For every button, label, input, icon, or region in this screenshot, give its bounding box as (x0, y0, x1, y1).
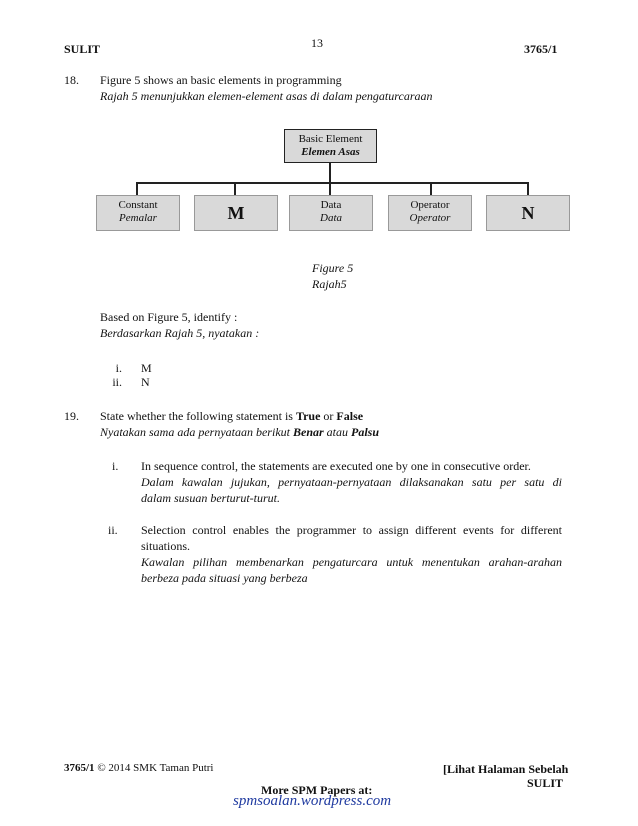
leaf-constant-ms: Pemalar (119, 212, 157, 224)
instruction-en: Based on Figure 5, identify : (100, 310, 238, 324)
instruction-ms: Berdasarkan Rajah 5, nyatakan : (100, 326, 260, 340)
question-19-text-en (100, 408, 363, 424)
leaf-operator-ms: Operator (409, 212, 451, 224)
q19-item-ii-en-line1: Selection control enables the programmer to assign different events for different (141, 523, 562, 537)
leaf-m: M (194, 195, 278, 231)
leaf-n: N (486, 195, 570, 231)
header-paper-code: 3765/1 (524, 42, 558, 56)
part-ii-number: ii. (112, 375, 122, 389)
part-i-number: i. (115, 361, 122, 375)
question-18-text-en: Figure 5 shows an basic elements in programming (100, 73, 342, 87)
question-18-text-ms: Rajah 5 menunjukkan elemen-element asas di dalam pengaturcaraan (100, 89, 433, 103)
q19-item-ii-en-line2: situations. (141, 539, 191, 553)
question-19-number: 19. (64, 409, 79, 423)
leaf-data-en: Data (320, 199, 342, 211)
figure-caption-en: Figure 5 (312, 261, 354, 275)
footer-code: 3765/1 (64, 762, 95, 774)
q19-benar: Benar (292, 425, 324, 439)
footer-next-page: [Lihat Halaman Sebelah (443, 762, 569, 776)
diagram-root-box (284, 129, 377, 163)
q19-en-pre: State whether the following statement is (100, 409, 296, 423)
q19-true: True (295, 409, 321, 423)
question-18-number: 18. (64, 73, 79, 87)
leaf-operator (388, 195, 472, 231)
footer-copyright (64, 762, 213, 774)
q19-item-ii-ms-line2: berbeza pada situasi yang berbeza (141, 571, 308, 585)
footer-website-link[interactable]: spmsoalan.wordpress.com (233, 793, 392, 809)
footer-copyright-text: © 2014 SMK Taman Putri (94, 762, 214, 774)
connector-leaf-1 (136, 182, 138, 195)
q19-ms-pre: Nyatakan sama ada pernyataan berikut (100, 425, 293, 439)
leaf-data (289, 195, 373, 231)
leaf-constant (96, 195, 180, 231)
root-label-ms: Elemen Asas (301, 146, 360, 158)
footer-sulit: SULIT (527, 776, 564, 790)
root-label-en: Basic Element (298, 133, 363, 145)
q19-atau: atau (323, 425, 352, 439)
header-sulit: SULIT (64, 42, 101, 56)
leaf-data-ms: Data (320, 212, 342, 224)
part-ii-text: N (141, 375, 150, 389)
connector-leaf-4 (430, 182, 432, 195)
q19-item-i-ms-line1: Dalam kawalan jujukan, pernyataan-pernyataan dilaksanakan satu per satu di (141, 475, 562, 489)
figure-caption-ms: Rajah5 (312, 277, 347, 291)
leaf-constant-en: Constant (118, 199, 158, 211)
question-19-text-ms (100, 424, 379, 440)
q19-item-ii-ms-line1: Kawalan pilihan membenarkan pengaturcara untuk menentukan arahan-arahan (141, 555, 562, 569)
q19-item-ii-number: ii. (108, 523, 118, 537)
q19-palsu: Palsu (351, 425, 380, 439)
q19-item-i-number: i. (112, 459, 119, 473)
leaf-operator-en: Operator (410, 199, 450, 211)
connector-horizontal (136, 182, 529, 184)
q19-item-i-ms-line2: dalam susuan berturut-turut. (141, 491, 281, 505)
q19-false: False (336, 409, 364, 423)
part-i-text: M (141, 361, 152, 375)
connector-leaf-2 (234, 182, 236, 195)
q19-or: or (320, 409, 337, 423)
page-number: 13 (311, 36, 323, 50)
footer-more-papers: More SPM Papers at: (261, 783, 373, 797)
connector-leaf-5 (527, 182, 529, 195)
q19-item-i-en: In sequence control, the statements are executed one by one in consecutive order. (141, 459, 531, 473)
connector-root-down (329, 163, 331, 183)
connector-leaf-3 (329, 182, 331, 195)
